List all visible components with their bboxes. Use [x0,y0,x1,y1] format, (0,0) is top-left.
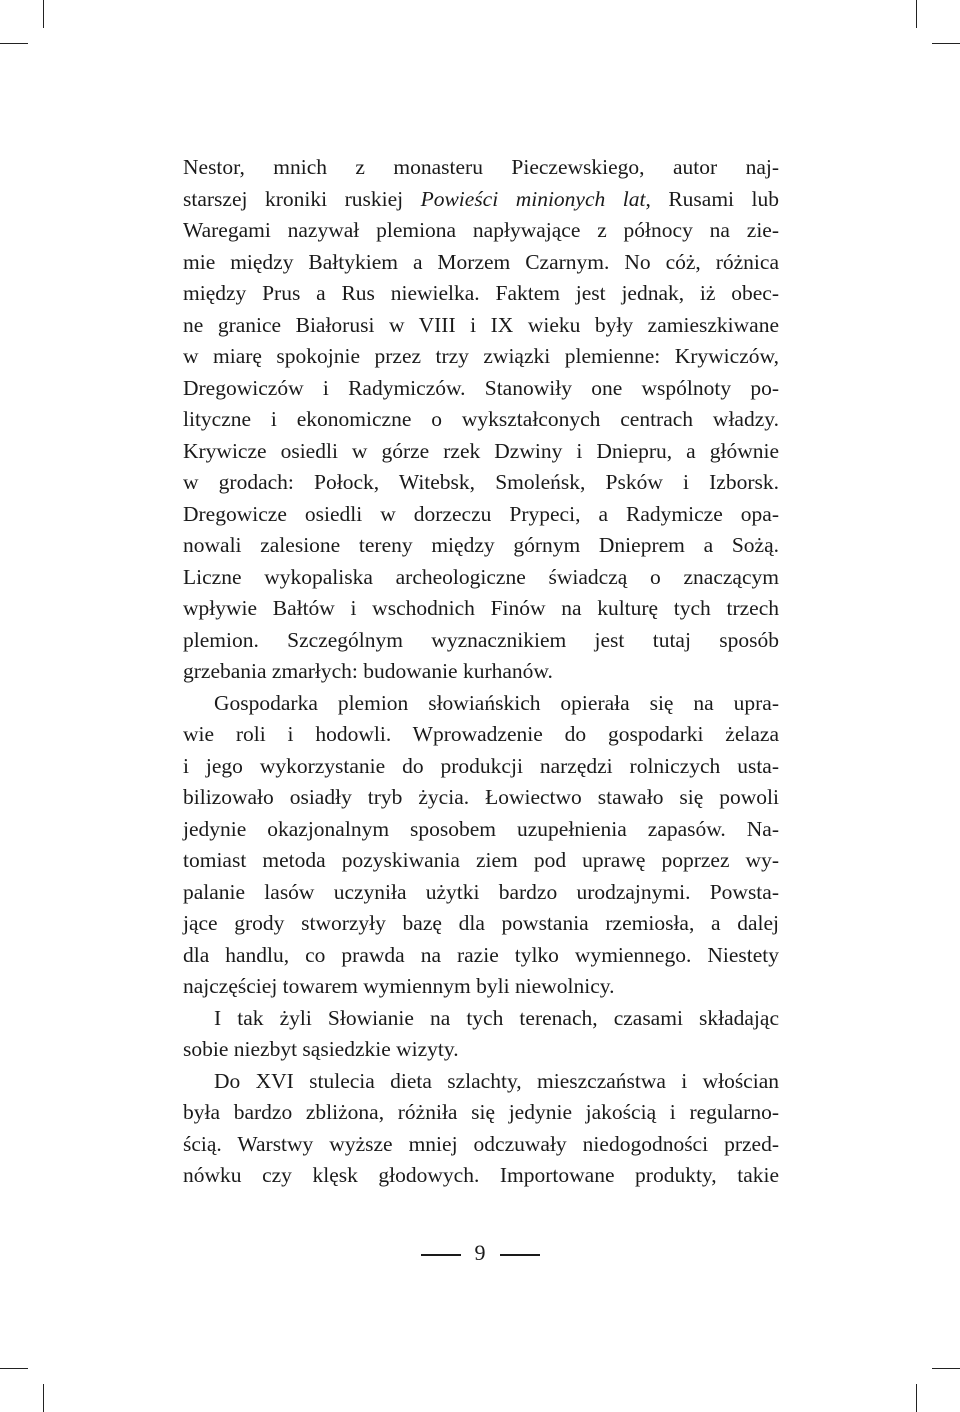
text-line [183,278,779,310]
text-segment: Liczne wykopaliska archeologiczne świadczą o znaczącym [183,564,779,589]
text-segment: w grodach: Połock, Witebsk, Smoleńsk, Psków i Izborsk. [183,470,779,494]
text-segment: plemion. Szczególnym wyznacznikiem jest tutaj sposób [183,627,779,652]
text-segment: najczęściej towarem wymiennym byli niewolnicy. [183,974,615,998]
text-segment: wie roli i hodowli. Wprowadzenie do gospodarki żelaza [183,722,779,746]
crop-mark-top-left-horizontal [0,43,28,44]
text-line [183,656,779,688]
text-segment: w miarę spokojnie przez trzy związki plemienne: Krywiczów, [183,344,779,368]
text-segment: jedynie okazjonalnym sposobem uzupełnienia zapasów. Na- [183,816,779,841]
page-number-footer [0,1238,960,1268]
body-text [183,152,779,1192]
text-line [183,530,779,562]
text-line [183,1160,779,1192]
text-segment: palanie lasów uczyniła użytki bardzo urodzajnymi. Powsta- [183,879,779,904]
text-segment: I tak żyli Słowianie na tych terenach, czasami składając [214,1005,779,1030]
text-line [183,751,779,783]
text-line [183,562,779,594]
text-segment: bilizowało osiadły tryb życia. Łowiectwo stawało się powoli [183,785,779,809]
text-line [183,1129,779,1161]
text-segment: tomiast metoda pozyskiwania ziem pod uprawę poprzez wy- [183,848,779,872]
text-line [183,152,779,184]
paragraph [183,688,779,1003]
crop-mark-bottom-left-horizontal [0,1368,28,1369]
paragraph [183,152,779,688]
text-segment: ne granice Białorusi w VIII i IX wieku były zamieszkiwane [183,312,779,337]
text-line [183,625,779,657]
text-line [183,310,779,342]
crop-mark-bottom-left-vertical [43,1384,44,1412]
text-line [183,1066,779,1098]
text-segment: była bardzo zbliżona, różniła się jedynie jakością i regularno- [183,1100,779,1124]
text-segment: Dregowicze osiedli w dorzeczu Prypeci, a Radymicze opa- [183,501,779,526]
book-title-italic: Powieści minionych lat [420,186,646,211]
text-line [183,467,779,499]
crop-mark-bottom-right-horizontal [932,1368,960,1369]
page-number: 9 [474,1240,486,1265]
text-line [183,499,779,531]
text-line [183,341,779,373]
text-segment: sobie niezbyt sąsiedzkie wizyty. [183,1037,459,1061]
text-segment: starszej kroniki ruskiej [183,186,421,211]
text-segment: grzebania zmarłych: budowanie kurhanów. [183,659,553,683]
text-segment: lityczne i ekonomiczne o wykształconych centrach władzy. [183,407,779,431]
text-line [183,247,779,279]
text-line [183,940,779,972]
text-segment: Do XVI stulecia dieta szlachty, mieszczaństwa i włościan [214,1068,779,1093]
text-line [183,688,779,720]
text-segment: Nestor, mnich z monasteru Pieczewskiego, autor naj- [183,155,779,179]
text-segment: jące grody stworzyły bazę dla powstania rzemiosła, a dalej [183,911,779,935]
paragraph [183,1003,779,1066]
text-line [183,877,779,909]
text-segment: ścią. Warstwy wyższe mniej odczuwały niedogodności przed- [183,1131,779,1156]
text-line [183,404,779,436]
text-line [183,184,779,216]
text-segment: nówku czy klęsk głodowych. Importowane produkty, takie [183,1163,779,1187]
text-segment: i jego wykorzystanie do produkcji narzędzi rolniczych usta- [183,753,779,778]
text-segment: nowali zalesione tereny między górnym Dnieprem a Sożą. [183,533,779,557]
text-segment: Waregami nazywał plemiona napływające z północy na zie- [183,218,779,242]
text-line [183,436,779,468]
text-segment: wpływie Bałtów i wschodnich Finów na kulturę tych trzech [183,596,779,620]
text-line [183,593,779,625]
crop-mark-top-right-horizontal [932,43,960,44]
text-line [183,215,779,247]
folio-dash-right [500,1254,540,1255]
text-line [183,782,779,814]
text-segment: między Prus a Rus niewielka. Faktem jest jednak, iż obec- [183,281,779,305]
text-line [183,719,779,751]
text-segment: mie między Bałtykiem a Morzem Czarnym. No cóż, różnica [183,249,779,274]
text-segment: Dregowiczów i Radymiczów. Stanowiły one wspólnoty po- [183,375,779,400]
text-line [183,1003,779,1035]
text-segment: Krywicze osiedli w górze rzek Dzwiny i Dniepru, a głównie [183,438,779,463]
text-segment: Gospodarka plemion słowiańskich opierała się na upra- [214,690,779,715]
text-line [183,814,779,846]
crop-mark-top-right-vertical [916,0,917,28]
text-segment: dla handlu, co prawda na razie tylko wymiennego. Niestety [183,942,779,967]
text-line [183,845,779,877]
text-segment: , Rusami lub [645,186,779,211]
text-line [183,908,779,940]
text-line [183,1034,779,1066]
text-line [183,373,779,405]
folio-dash-left [421,1254,461,1255]
crop-mark-top-left-vertical [43,0,44,28]
text-line [183,1097,779,1129]
text-line [183,971,779,1003]
paragraph [183,1066,779,1192]
crop-mark-bottom-right-vertical [916,1384,917,1412]
